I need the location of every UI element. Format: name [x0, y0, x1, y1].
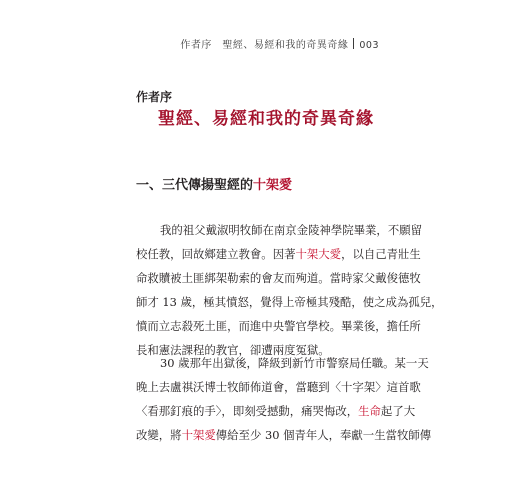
paragraph-2 — [136, 351, 432, 447]
text-line — [136, 218, 422, 242]
text-run: 命救贖被土匪綁架勒索的會友而殉道。當時家父戴俊德牧 — [136, 271, 421, 285]
text-run: 〈看那釘痕的手〉，即刻受撼動，痛哭悔改， — [136, 404, 359, 418]
text-run: 師才 13 歲，極其憤怒，覺得上帝極其殘酷，使之成為孤兒， — [136, 295, 443, 309]
page-number: 003 — [359, 40, 379, 51]
text-line — [136, 399, 416, 423]
section-heading-highlight: 十架愛 — [253, 178, 293, 193]
preface-label: 作者序 — [136, 90, 173, 104]
text-run: ，以自己青壯生 — [341, 247, 421, 261]
text-run: 傳給至少 30 個青年人，奉獻一生當牧師傳 — [215, 428, 432, 442]
page-title: 聖經、易經和我的奇異奇緣 — [158, 109, 374, 129]
text-run: 憤而立志殺死土匪，而進中央警官學校。畢業後，擔任所 — [136, 319, 421, 333]
text-line — [136, 242, 421, 266]
text-run: 改變，將 — [136, 428, 182, 442]
section-heading — [136, 174, 292, 193]
text-line — [136, 351, 429, 375]
header-divider — [353, 38, 354, 49]
text-run: 我的祖父戴淑明牧師在南京金陵神學院畢業，不願留 — [160, 223, 422, 237]
text-line — [136, 266, 421, 290]
highlighted-phrase: 生命 — [358, 404, 381, 418]
text-run: 校任教，回故鄉建立教會。因著 — [136, 247, 296, 261]
text-line — [136, 423, 432, 447]
text-line — [136, 290, 443, 314]
highlighted-phrase: 十架愛 — [181, 428, 216, 442]
paragraph-1 — [136, 218, 443, 362]
running-header-title: 作者序 聖經、易經和我的奇異奇緣 — [180, 40, 349, 51]
highlighted-phrase: 十架大愛 — [295, 247, 342, 261]
section-heading-text: 一、三代傳揚聖經的 — [136, 178, 254, 193]
text-line — [136, 314, 421, 338]
text-run: 起了大 — [380, 404, 416, 418]
text-line — [136, 375, 421, 399]
text-run: 晚上去盧祺沃博士牧師佈道會，當聽到〈十字架〉這首歌 — [136, 380, 421, 394]
running-header — [180, 36, 379, 51]
text-run: 長和憲法課程的教官，卻遭兩度冤獄。 — [136, 343, 330, 357]
text-run: 30 歲那年出獄後，降級到新竹市警察局任職。某一天 — [160, 356, 429, 370]
